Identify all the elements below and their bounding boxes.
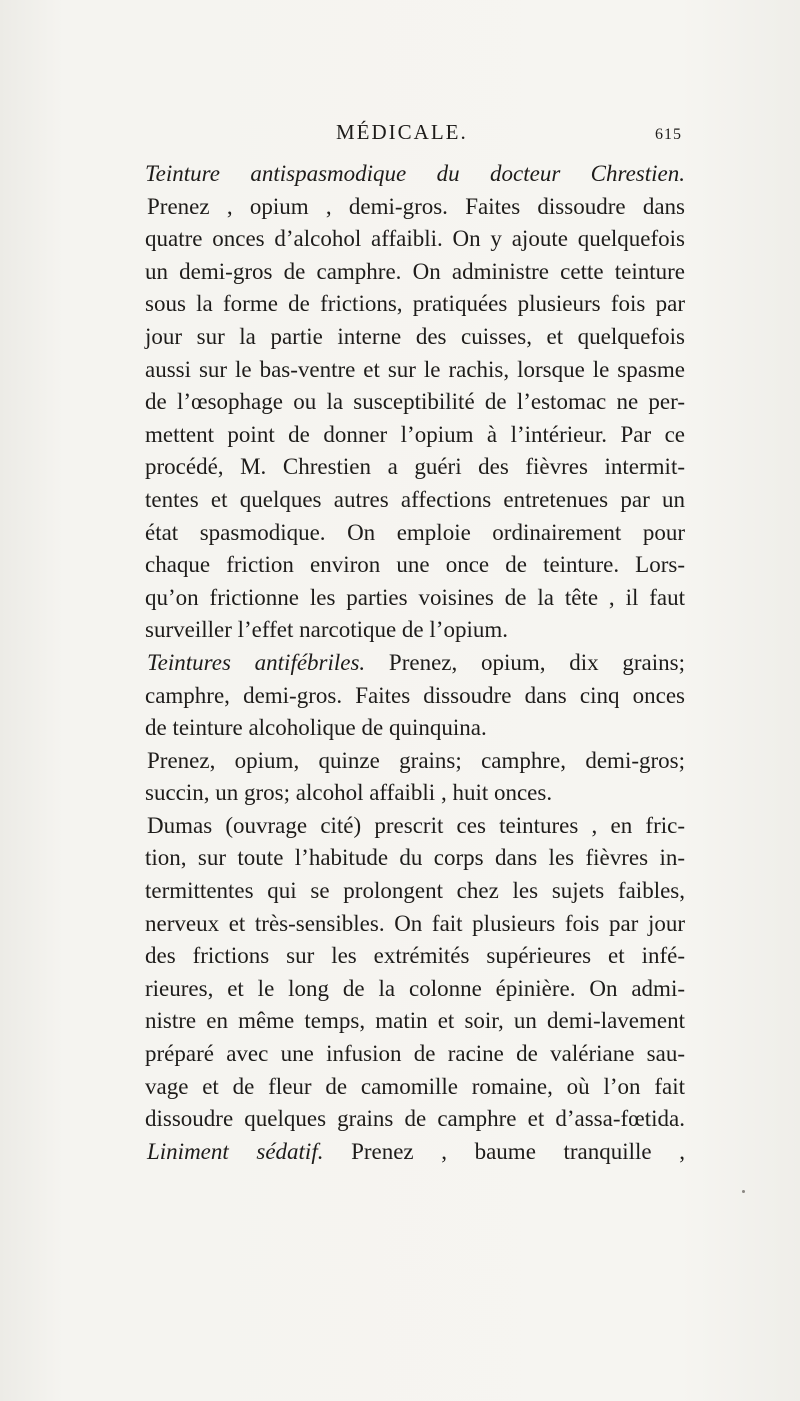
text-line: dissoudre quelques grains de camphre et d’assa-fœtida.: [145, 1106, 685, 1132]
text-line: surveiller l’effet narcotique de l’opium.: [145, 617, 508, 643]
text-line: rieures, et le long de la colonne épinière. On admi-: [145, 975, 685, 1001]
text-line: succin, un gros; alcohol affaibli , huit onces.: [145, 780, 553, 806]
section-heading: Teinture antispasmodique du docteur Chrestien.: [145, 161, 685, 186]
text-line: sous la forme de frictions, pratiquées plusieurs fois par: [145, 291, 685, 317]
ink-speck: [742, 1190, 745, 1193]
text-line: nistre en même temps, matin et soir, un demi-lavement: [145, 1008, 685, 1034]
text-line: Prenez , opium , demi-gros. Faites dissoudre dans: [147, 193, 685, 219]
text-line: procédé, M. Chrestien a guéri des fièvres intermit-: [145, 454, 685, 480]
text-line: jour sur la partie interne des cuisses, et quelquefois: [145, 323, 685, 349]
text-line: préparé avec une infusion de racine de valériane sau-: [145, 1041, 685, 1067]
text-line: [145, 158, 685, 191]
text-line: un demi-gros de camphre. On administre cette teinture: [145, 258, 685, 284]
section-heading: Teintures antifébriles.: [147, 649, 366, 675]
text-line: nerveux et très-sensibles. On fait plusieurs fois par jour: [145, 910, 685, 936]
text-line: Dumas (ouvrage cité) prescrit ces teintures , en fric-: [147, 812, 685, 838]
text-line: Prenez, opium, quinze grains; camphre, demi-gros;: [147, 747, 685, 773]
text-line: aussi sur le bas-ventre et sur le rachis, lorsque le spasme: [145, 356, 685, 382]
running-head-title: MÉDICALE.: [336, 120, 468, 144]
text-line: de teinture alcoholique de quinquina.: [145, 715, 487, 741]
text-line: quatre onces d’alcohol affaibli. On y ajoute quelquefois: [145, 226, 685, 252]
text-line: état spasmodique. On emploie ordinairement pour: [145, 519, 685, 545]
text-line: termittentes qui se prolongent chez les sujets faibles,: [145, 878, 685, 904]
text-line: qu’on frictionne les parties voisines de la tête , il faut: [145, 584, 685, 610]
text-line: Liniment sédatif. Prenez , baume tranquille ,: [147, 1138, 685, 1164]
text-line: chaque friction environ une once de teinture. Lors-: [145, 552, 685, 578]
text-line: vage et de fleur de camomille romaine, où l’on fait: [145, 1073, 685, 1099]
section-heading: Liniment sédatif.: [147, 1138, 324, 1164]
body-text: [145, 158, 685, 1168]
page-number: 615: [655, 126, 682, 143]
running-head: [0, 120, 800, 150]
text-line: des frictions sur les extrémités supérieures et infé-: [145, 943, 685, 969]
text-line: camphre, demi-gros. Faites dissoudre dans cinq onces: [145, 682, 685, 708]
text-line: tion, sur toute l’habitude du corps dans les fièvres in-: [145, 845, 685, 871]
text-line: mettent point de donner l’opium à l’intérieur. Par ce: [145, 421, 685, 447]
text-line: de l’œsophage ou la susceptibilité de l’estomac ne per-: [145, 389, 685, 415]
text-line: Teintures antifébriles. Prenez, opium, dix grains;: [147, 649, 685, 675]
text-line: tentes et quelques autres affections entretenues par un: [145, 486, 685, 512]
